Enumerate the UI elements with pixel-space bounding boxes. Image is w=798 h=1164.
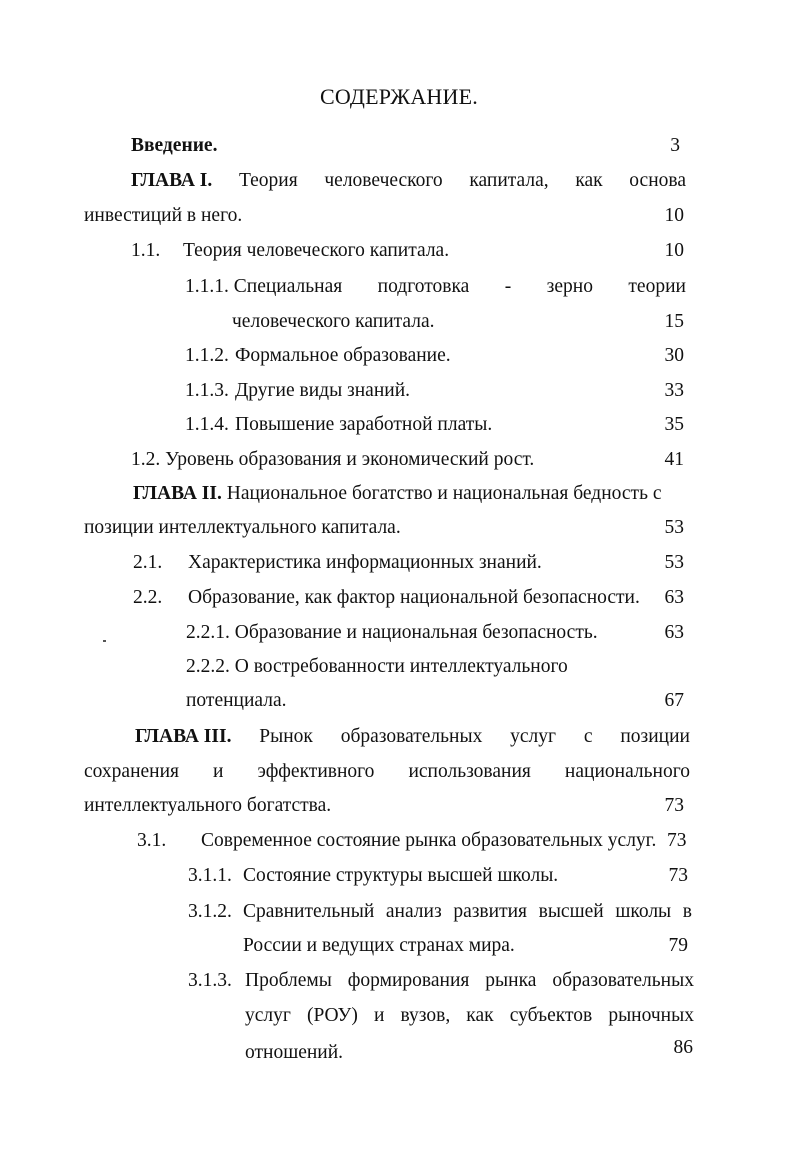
toc-1-1-1-line1: 1.1.1. Специальная подготовка - зерно теории: [185, 276, 686, 297]
toc-3-1-3-line3: отношений.: [245, 1042, 344, 1063]
toc-2-1-num: 2.1.: [133, 552, 163, 573]
scan-speck: [103, 640, 106, 642]
toc-2-2-1-page: 63: [664, 622, 684, 643]
toc-intro-label: Введение.: [131, 135, 218, 156]
toc-3-1-page: 73: [667, 830, 687, 851]
toc-chapter-3-line2: сохранения и эффективного использования национального: [84, 761, 690, 782]
toc-1-1-num: 1.1.: [131, 240, 161, 261]
toc-1-1-2-text: Формальное образование.: [235, 345, 451, 366]
toc-3-1-3-line1: Проблемы формирования рынка образовательных: [245, 970, 694, 991]
toc-1-1-4-page: 35: [664, 414, 684, 435]
toc-chapter-2-page: 53: [664, 517, 684, 538]
toc-3-1-2-page: 79: [668, 935, 688, 956]
toc-1-1-text: Теория человеческого капитала.: [183, 240, 450, 261]
toc-1-2-page: 41: [664, 449, 684, 470]
toc-1-1-1-page: 15: [664, 311, 684, 332]
toc-1-1-3-text: Другие виды знаний.: [235, 380, 411, 401]
toc-3-1-1-text: Состояние структуры высшей школы.: [243, 865, 559, 886]
page-title: СОДЕРЖАНИЕ.: [320, 84, 478, 109]
toc-1-1-2-num: 1.1.2.: [185, 345, 229, 366]
toc-2-2-num: 2.2.: [133, 587, 163, 608]
toc-chapter-3-line1: ГЛАВА III. Рынок образовательных услуг с позиции: [135, 726, 690, 747]
toc-1-1-4-text: Повышение заработной платы.: [235, 414, 493, 435]
toc-2-2-page: 63: [664, 587, 684, 608]
toc-chapter-1-line2: инвестиций в него.: [84, 205, 243, 226]
toc-1-1-1-line2: человеческого капитала.: [232, 311, 435, 332]
toc-2-2-2-page: 67: [664, 690, 684, 711]
toc-2-2-2-line1: 2.2.2. О востребованности интеллектуального: [186, 656, 568, 677]
toc-chapter-1-page: 10: [664, 205, 684, 226]
toc-3-1-2-num: 3.1.2.: [188, 901, 232, 922]
toc-2-2-text: Образование, как фактор национальной безопасности.: [188, 587, 640, 608]
toc-1-1-2-page: 30: [664, 345, 684, 366]
toc-2-2-2-line2: потенциала.: [186, 690, 287, 711]
toc-1-1-page: 10: [664, 240, 684, 261]
toc-3-1-1-page: 73: [668, 865, 688, 886]
toc-chapter-2-line1: ГЛАВА II. Национальное богатство и национальная бедность с: [133, 483, 662, 504]
toc-chapter-3-line3: интеллектуального богатства.: [84, 795, 332, 816]
toc-2-1-text: Характеристика информационных знаний.: [188, 552, 542, 573]
toc-chapter-3-page: 73: [664, 795, 684, 816]
toc-1-1-3-page: 33: [664, 380, 684, 401]
toc-chapter-2-line2: позиции интеллектуального капитала.: [84, 517, 401, 538]
toc-3-1-3-line2: услуг (РОУ) и вузов, как субъектов рыночных: [245, 1005, 694, 1026]
toc-2-2-1-text: 2.2.1. Образование и национальная безопасность.: [186, 622, 598, 643]
toc-chapter-1-line1: ГЛАВА I. Теория человеческого капитала, как основа: [131, 170, 686, 191]
toc-1-1-4-num: 1.1.4.: [185, 414, 229, 435]
toc-3-1-3-page: 86: [673, 1037, 693, 1058]
toc-3-1-2-line1: Сравнительный анализ развития высшей школы в: [243, 901, 692, 922]
toc-3-1-1-num: 3.1.1.: [188, 865, 232, 886]
toc-3-1-text: Современное состояние рынка образовательных услуг.: [201, 830, 657, 851]
toc-3-1-2-line2: России и ведущих странах мира.: [243, 935, 515, 956]
toc-1-2-text: 1.2. Уровень образования и экономический рост.: [131, 449, 535, 470]
toc-intro-page: 3: [670, 135, 680, 156]
toc-2-1-page: 53: [664, 552, 684, 573]
toc-3-1-3-num: 3.1.3.: [188, 970, 232, 991]
toc-1-1-3-num: 1.1.3.: [185, 380, 229, 401]
toc-3-1-num: 3.1.: [137, 830, 167, 851]
